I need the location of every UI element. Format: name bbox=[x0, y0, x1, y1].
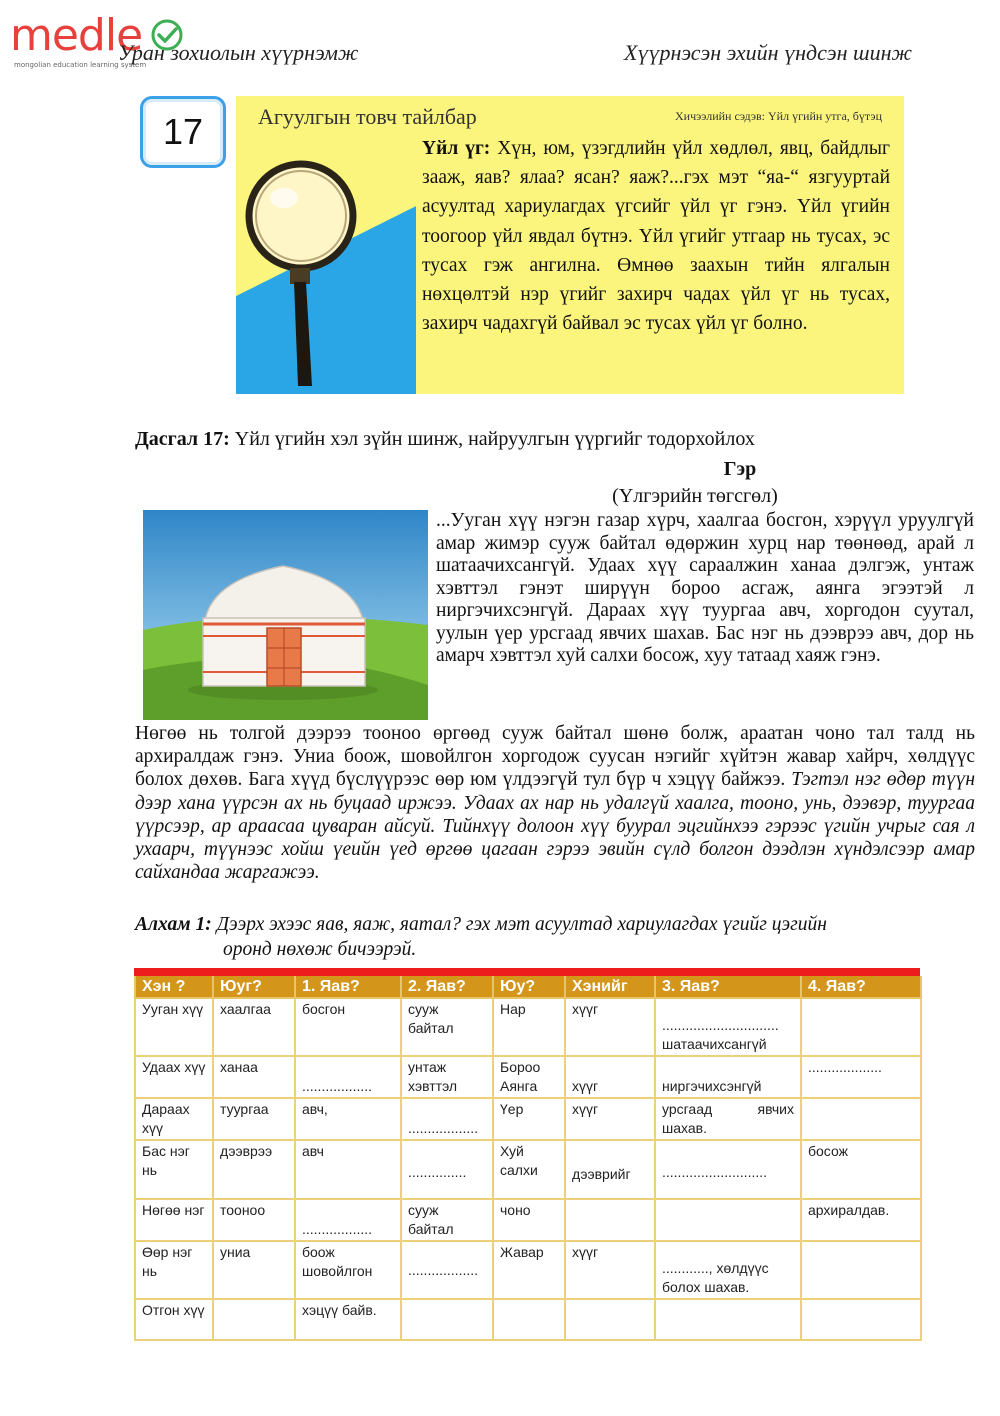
cell-verb-4: босож bbox=[801, 1140, 921, 1199]
cell-verb-2-text: .................. bbox=[408, 1120, 479, 1136]
cell-verb-2: сууж байтал bbox=[401, 1199, 493, 1241]
cell-verb-2-text: ............... bbox=[408, 1164, 467, 1180]
cell-object: хүүг bbox=[565, 998, 655, 1056]
cell-object bbox=[565, 1056, 655, 1098]
summary-term: Үйл үг: bbox=[422, 138, 491, 159]
cell-verb-3-text: урсгаад явчих шахав. bbox=[662, 1101, 794, 1136]
summary-topic: Хичээлийн сэдэв: Үйл үгийн утга, бүтэц bbox=[675, 109, 882, 123]
cell-verb-3-text: ниргэчихсэнгүй bbox=[662, 1078, 762, 1094]
cell-verb-2 bbox=[401, 1299, 493, 1340]
cell-verb-1-text: .................. bbox=[302, 1078, 373, 1094]
cell-what: ханаа bbox=[213, 1056, 295, 1098]
table-row bbox=[135, 1241, 921, 1299]
story-paragraph-1: ...Ууган хүү нэгэн газар хүрч, хаалгаа босгон, хэрүүл уруулгүй амар жимэр сууж байтал өдөржин хурц нар төөнөөд, арай л шатаачихсангүй. Удаах хүү сараалжин ханаа дэлгэж, унтаж хэвттэл гэнэт ширүүн бороо асгаж, аянга эгээтэй л ниргэчихсэнгүй. Дараах хүү туургаа авч, хоргодон суутал, уулын үер урсгаад явчих шахав. Бас нэг нь дээврээ авч, дор нь амарч хэвттэл хуй салхи босож, хуу татаад хаяж гэнэ. bbox=[436, 510, 974, 666]
cell-verb-3 bbox=[655, 1241, 801, 1299]
cell-what: дээврээ bbox=[213, 1140, 295, 1199]
col-header: 3. Яав? bbox=[655, 976, 801, 998]
cell-verb-1: хэцүү байв. bbox=[295, 1299, 401, 1340]
col-header: Юуг? bbox=[213, 976, 295, 998]
cell-who: Нөгөө нэг bbox=[135, 1199, 213, 1241]
cell-verb-3 bbox=[655, 1140, 801, 1199]
story-title: Гэр bbox=[723, 458, 757, 480]
cell-subject: Хуй салхи bbox=[493, 1140, 565, 1199]
step-1-line-2: оронд нөхөж бичээрэй. bbox=[223, 939, 417, 960]
col-header: 2. Яав? bbox=[401, 976, 493, 998]
summary-box bbox=[236, 96, 904, 394]
cell-verb-4 bbox=[801, 1299, 921, 1340]
cell-verb-4 bbox=[801, 998, 921, 1056]
summary-title: Агуулгын товч тайлбар bbox=[258, 104, 477, 129]
yurt-illustration bbox=[143, 510, 428, 720]
table-row bbox=[135, 1098, 921, 1140]
cell-verb-1 bbox=[295, 1056, 401, 1098]
exercise-label: Дасгал 17: bbox=[135, 428, 230, 450]
cell-object: хүүг bbox=[565, 1241, 655, 1299]
cell-subject: Үер bbox=[493, 1098, 565, 1140]
cell-verb-3 bbox=[655, 1299, 801, 1340]
cell-verb-2: сууж байтал bbox=[401, 998, 493, 1056]
logo-wordmark: medle bbox=[10, 10, 143, 61]
cell-who: Бас нэг нь bbox=[135, 1140, 213, 1199]
cell-verb-3 bbox=[655, 1199, 801, 1241]
cell-verb-4 bbox=[801, 1098, 921, 1140]
cell-verb-4: ................... bbox=[801, 1056, 921, 1098]
cell-who: Отгон хүү bbox=[135, 1299, 213, 1340]
table-row bbox=[135, 1056, 921, 1098]
story-subtitle: (Үлгэрийн төгсгөл) bbox=[612, 485, 778, 507]
cell-verb-1: боож шовойлгон bbox=[295, 1241, 401, 1299]
cell-object bbox=[565, 1140, 655, 1199]
cell-verb-3-text: шатаачихсангүй bbox=[662, 1036, 767, 1052]
cell-object-text: хүүг bbox=[572, 1078, 599, 1094]
cell-verb-2-text: .................. bbox=[408, 1262, 479, 1278]
cell-who: Дараах хүү bbox=[135, 1098, 213, 1140]
story-paragraph-2 bbox=[135, 722, 975, 884]
exercise-title: Үйл үгийн хэл зүйн шинж, найруулгын үүргийг тодорхойлох bbox=[234, 428, 755, 450]
cell-verb-1: босгон bbox=[295, 998, 401, 1056]
cell-who: Удаах хүү bbox=[135, 1056, 213, 1098]
step-1-label: Алхам 1: bbox=[135, 914, 212, 935]
cell-verb-3 bbox=[655, 1098, 801, 1140]
cell-object-text: дээврийг bbox=[572, 1166, 631, 1182]
step-1-instruction bbox=[135, 912, 975, 962]
cell-who: Өөр нэг нь bbox=[135, 1241, 213, 1299]
cell-verb-1: авч bbox=[295, 1140, 401, 1199]
cell-verb-4 bbox=[801, 1241, 921, 1299]
cell-verb-3-text: ............, хөлдүүс болох шахав. bbox=[662, 1260, 769, 1295]
cell-subject: Нар bbox=[493, 998, 565, 1056]
step-1-line-1: Дээрх эхээс яав, яаж, яатал? гэх мэт асуултад хариулагдах үгийг цэгийн bbox=[216, 914, 827, 935]
cell-subject: Бороо Аянга bbox=[493, 1056, 565, 1098]
magnifying-glass-icon bbox=[236, 146, 416, 394]
cell-subject: Жавар bbox=[493, 1241, 565, 1299]
col-header: Хэнийг bbox=[565, 976, 655, 998]
cell-what: униа bbox=[213, 1241, 295, 1299]
cell-object: хүүг bbox=[565, 1098, 655, 1140]
col-header: Юу? bbox=[493, 976, 565, 998]
cell-subject bbox=[493, 1299, 565, 1340]
table-top-bar bbox=[134, 968, 920, 976]
cell-what bbox=[213, 1299, 295, 1340]
summary-definition: Хүн, юм, үзэгдлийн үйл хөдлөл, явц, байдлыг зааж, яав? ялаа? ясан? яаж?...гэх мэт “яа-“ язгууртай асуултад хариулагдах үгсийг үйл үг гэнэ. Үйл үгийн тоогоор үйл явдал бүтнэ. Үйл үгийг утгаар нь тусах, эс тусах гэж ангилна. Өмнөө заахын тийн ялгалын нөхцөлтэй нэр үгийг захирч чадах үйл үг нь тусах, захирч чадахгүй байвал эс тусах үйл үг болно. bbox=[422, 138, 890, 335]
table-row bbox=[135, 998, 921, 1056]
cell-object bbox=[565, 1299, 655, 1340]
cell-verb-2 bbox=[401, 1140, 493, 1199]
cell-verb-3-text: ........................... bbox=[662, 1164, 768, 1180]
lesson-number-badge: 17 bbox=[140, 96, 226, 168]
col-header: 4. Яав? bbox=[801, 976, 921, 998]
cell-verb-3-dots: .............................. bbox=[662, 1017, 779, 1033]
cell-verb-2: унтаж хэвттэл bbox=[401, 1056, 493, 1098]
table-row bbox=[135, 1140, 921, 1199]
cell-verb-1 bbox=[295, 1199, 401, 1241]
col-header: Хэн ? bbox=[135, 976, 213, 998]
cell-subject: чоно bbox=[493, 1199, 565, 1241]
header-left: Уран зохиолын хүүрнэмж bbox=[118, 40, 359, 65]
cell-what: тооноо bbox=[213, 1199, 295, 1241]
verb-fill-table bbox=[134, 976, 922, 1341]
table-row bbox=[135, 1299, 921, 1340]
logo-tagline: mongolian education learning system bbox=[14, 61, 147, 69]
header-right: Хүүрнэсэн эхийн үндсэн шинж bbox=[624, 40, 912, 65]
cell-verb-2 bbox=[401, 1241, 493, 1299]
cell-object bbox=[565, 1199, 655, 1241]
cell-verb-1: авч, bbox=[295, 1098, 401, 1140]
cell-verb-4: архиралдав. bbox=[801, 1199, 921, 1241]
story-paragraph-2-plain: Нөгөө нь толгой дээрээ тооноо өргөөд сууж байтал шөнө болж, араатан чоно тал талд нь архиралдаж гэнэ. Униа боож, шовойлгон хоргодож суусан нэгийг хүйтэн жавар хайрч, хөлдүүс болох дөхөв. Бага хүүд бүслүүрээс өөр юм үлдээгүй тул бүр ч хэцүү байжээ. bbox=[135, 723, 975, 791]
exercise-heading bbox=[135, 428, 755, 451]
table-header-row bbox=[135, 976, 921, 998]
table-row bbox=[135, 1199, 921, 1241]
story-paragraph-2-italic: Тэгтэл нэг өдөр түүн дээр хана үүрсэн ах нь буцаад иржээ. Удаах ах нар нь удалгүй хаалга, тооно, унь, дээвэр, туургаа үүрсээр, ар араасаа цуваран айсуй. Тийнхүү долоон хүү буурал эцгийнхээ гэрээс үгийн учрыг сая л ухаарч, түүнээс хойш үеийн үед өргөө цагаан гэрээ эвийн сүлд болгон дээдлэн хүндэлсээр амар сайхандаа жаргажээ. bbox=[135, 769, 975, 884]
col-header: 1. Яав? bbox=[295, 976, 401, 998]
cell-verb-3 bbox=[655, 1056, 801, 1098]
cell-verb-3 bbox=[655, 998, 801, 1056]
cell-verb-1-text: .................. bbox=[302, 1221, 373, 1237]
cell-what: хаалгаа bbox=[213, 998, 295, 1056]
cell-what: туургаа bbox=[213, 1098, 295, 1140]
cell-verb-2 bbox=[401, 1098, 493, 1140]
summary-text bbox=[422, 134, 890, 338]
cell-who: Ууган хүү bbox=[135, 998, 213, 1056]
